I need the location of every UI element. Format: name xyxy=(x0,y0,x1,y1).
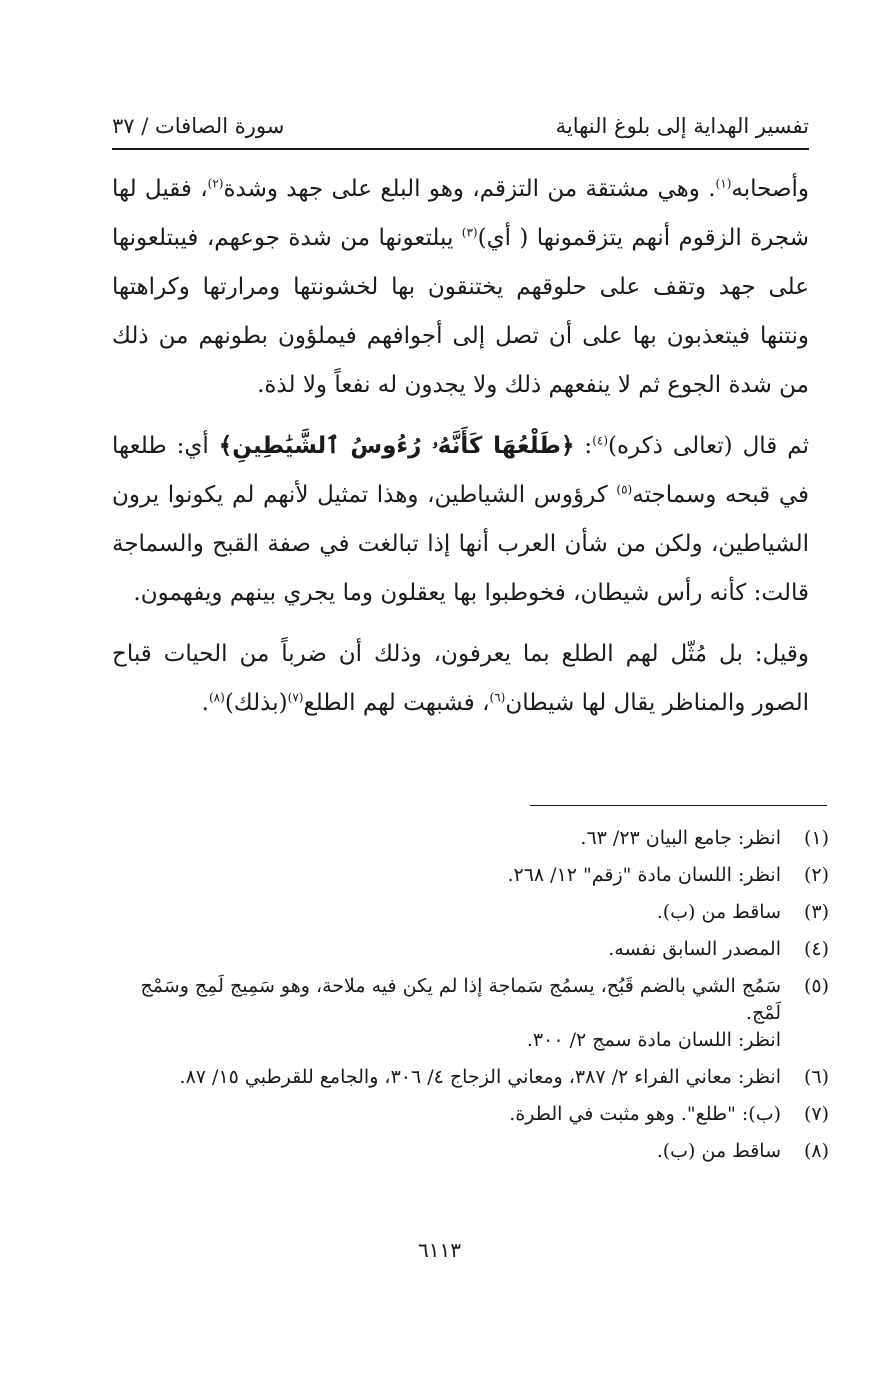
footnote-number: (٤) xyxy=(803,938,829,960)
p1-text-c: ، فقيل لها شجرة الزقوم أنهم يتزقمونها ( أي) xyxy=(112,176,809,251)
footnote-number: (٨) xyxy=(803,1140,829,1162)
p1-text-a: وأصحابه xyxy=(731,176,809,202)
footnote-text-line-1: سَمُج الشي بالضم قَبُح، يسمُج سَماجة إذا لم يكن فيه ملاحة، وهو سَمِيج لَمِج وسَمْج لَمْج. xyxy=(140,975,781,1024)
p2-text-a: ثم قال (تعالى ذكره) xyxy=(608,433,809,459)
quran-verse: ﴿طَلْعُهَا كَأَنَّهُۥ رُءُوسُ ٱلشَّيَٰطِينِ﴾ xyxy=(218,433,575,459)
footnote-number: (٧) xyxy=(803,1103,829,1125)
p2-text-c: أي: طلعها في قبحه وسماجته xyxy=(112,433,809,508)
paragraph-1 xyxy=(112,165,809,410)
page-number: ٦١١٣ xyxy=(418,1238,461,1262)
footnote-marker-2: (٢) xyxy=(207,176,224,191)
footnote-text: انظر: جامع البيان ٢٣/ ٦٣. xyxy=(580,827,781,849)
footnote-number: (٦) xyxy=(803,1066,829,1088)
p2-text-b: : xyxy=(574,433,593,459)
running-header xyxy=(112,108,809,148)
footnote-marker-4: (٤) xyxy=(592,433,609,448)
p3-text-a: وقيل: بل مُثّل لهم الطلع بما يعرفون، وذلك أن ضرباً من الحيات قباح الصور والمناظر يقال لها شيطان xyxy=(112,641,809,716)
main-text xyxy=(112,165,809,740)
footnote-marker-5: (٥) xyxy=(616,482,633,497)
footnote-text: ساقط من (ب). xyxy=(656,901,781,923)
footnote-number: (٥) xyxy=(803,975,829,997)
footnote-marker-7: (٧) xyxy=(287,690,304,705)
footnote-text: انظر: اللسان مادة "زقم" ١٢/ ٢٦٨. xyxy=(507,864,781,886)
footnote-1 xyxy=(112,825,829,852)
footnote-marker-1: (١) xyxy=(715,176,732,191)
header-rule xyxy=(112,148,809,150)
footnote-number: (٢) xyxy=(803,864,829,886)
footnote-5 xyxy=(112,973,829,1054)
p3-text-b: ، فشبهت لهم الطلع xyxy=(303,690,490,716)
footnotes xyxy=(112,825,829,1175)
footnote-4 xyxy=(112,936,829,963)
footnote-text: انظر: معاني الفراء ٢/ ٣٨٧، ومعاني الزجاج ٤/ ٣٠٦، والجامع للقرطبي ١٥/ ٨٧. xyxy=(179,1066,781,1088)
footnote-text: المصدر السابق نفسه. xyxy=(608,938,781,960)
footnote-3 xyxy=(112,899,829,926)
footnote-2 xyxy=(112,862,829,889)
footnote-number: (١) xyxy=(803,827,829,849)
footnote-text xyxy=(112,973,781,1054)
footnote-text: ساقط من (ب). xyxy=(656,1140,781,1162)
p3-text-d: . xyxy=(201,690,209,716)
footnote-text-line-2: انظر: اللسان مادة سمج ٢/ ٣٠٠. xyxy=(526,1029,781,1051)
p1-text-d: يبلتعونها من شدة جوعهم، فيبتلعونها على جهد وتقف على حلوقهم يختنقون بها لخشونتها ومرارتها وكراهتها ونتنها فيتعذبون بها على أن تصل إلى أجوافهم فيملؤون بطونهم من ذلك من شدة الجوع ثم لا ينفعهم ذلك ولا يجدون له نفعاً ولا لذة. xyxy=(112,225,809,398)
paragraph-3 xyxy=(112,630,809,728)
footnote-marker-8: (٨) xyxy=(208,690,225,705)
footnote-marker-6: (٦) xyxy=(489,690,506,705)
p3-text-c: (بذلك) xyxy=(224,690,288,716)
book-title: تفسير الهداية إلى بلوغ النهاية xyxy=(555,114,809,138)
footnote-8 xyxy=(112,1138,829,1165)
footnote-number: (٣) xyxy=(803,901,829,923)
footnote-6 xyxy=(112,1064,829,1091)
footnote-7 xyxy=(112,1101,829,1128)
paragraph-2 xyxy=(112,422,809,618)
p1-text-b: . وهي مشتقة من التزقم، وهو البلع على جهد وشدة xyxy=(223,176,716,202)
p2-text-d: كرؤوس الشياطين، وهذا تمثيل لأنهم لم يكونوا يرون الشياطين، ولكن من شأن العرب أنها إذا تبالغت في صفة القبح والسماجة قالت: كأنه رأس شيطان، فخوطبوا بها يعقلون وما يجري بينهم ويفهمون. xyxy=(112,482,809,606)
surah-title: سورة الصافات / ٣٧ xyxy=(112,114,285,138)
footnote-marker-3: (٣) xyxy=(461,225,478,240)
footnote-separator xyxy=(530,805,827,806)
footnote-text: (ب): "طلع". وهو مثبت في الطرة. xyxy=(509,1103,781,1125)
